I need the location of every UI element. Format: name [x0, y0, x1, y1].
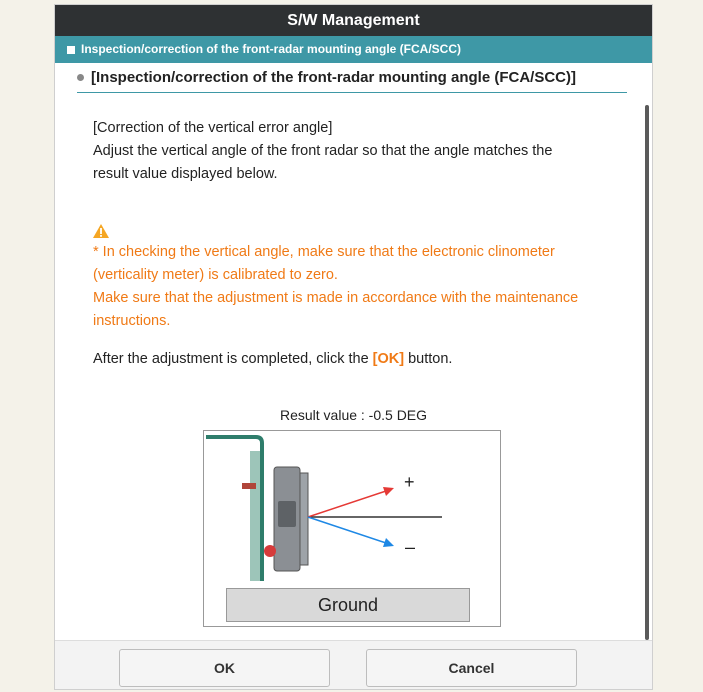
instructions [93, 117, 552, 186]
square-bullet-icon [67, 46, 75, 54]
bullet-dot-icon [77, 74, 84, 81]
minus-label: – [405, 537, 416, 557]
dialog-footer [55, 640, 652, 690]
radar-angle-figure [203, 430, 501, 627]
warning-triangle-icon [92, 223, 110, 239]
instruction-line-1: [Correction of the vertical error angle] [93, 120, 333, 136]
warning-line-4: instructions. [93, 313, 171, 329]
radar-face [300, 473, 308, 565]
warning-text [93, 241, 633, 333]
up-arrow-line [308, 491, 386, 517]
warning-line-2: (verticality meter) is calibrated to zero. [93, 267, 338, 283]
section-title: Inspection/correction of the front-radar mounting angle (FCA/SCC) [81, 42, 462, 56]
sw-management-dialog [54, 4, 653, 690]
heading-text: [Inspection/correction of the front-radar mounting angle (FCA/SCC)] [91, 69, 576, 86]
plus-label: + [404, 472, 415, 492]
window-title: S/W Management [55, 5, 652, 36]
completion-after: button. [404, 351, 453, 367]
completion-before: After the adjustment is completed, click the [93, 351, 373, 367]
cancel-button[interactable]: Cancel [366, 649, 577, 687]
content-area [55, 63, 645, 637]
ok-reference: [OK] [372, 351, 405, 367]
result-value: Result value : -0.5 DEG [279, 407, 428, 423]
adjust-screw [264, 545, 276, 557]
instruction-line-3: result value displayed below. [93, 166, 278, 182]
completion-text [93, 348, 452, 371]
radar-bolt-top [242, 483, 256, 489]
warning-line-3: Make sure that the adjustment is made in accordance with the maintenance [93, 290, 579, 306]
down-arrow-line [308, 517, 386, 543]
page-heading [77, 69, 627, 93]
instruction-line-2: Adjust the vertical angle of the front radar so that the angle matches the [93, 143, 553, 159]
section-bar [55, 36, 652, 63]
ok-button[interactable]: OK [119, 649, 330, 687]
up-arrow-head [383, 487, 394, 496]
down-arrow-head [383, 538, 394, 547]
warning-line-1: * In checking the vertical angle, make sure that the electronic clinometer [93, 244, 555, 260]
radar-connector [278, 501, 296, 527]
ground-label: Ground [226, 588, 470, 622]
scrollbar[interactable] [645, 105, 649, 640]
bracket-plate [250, 451, 260, 581]
